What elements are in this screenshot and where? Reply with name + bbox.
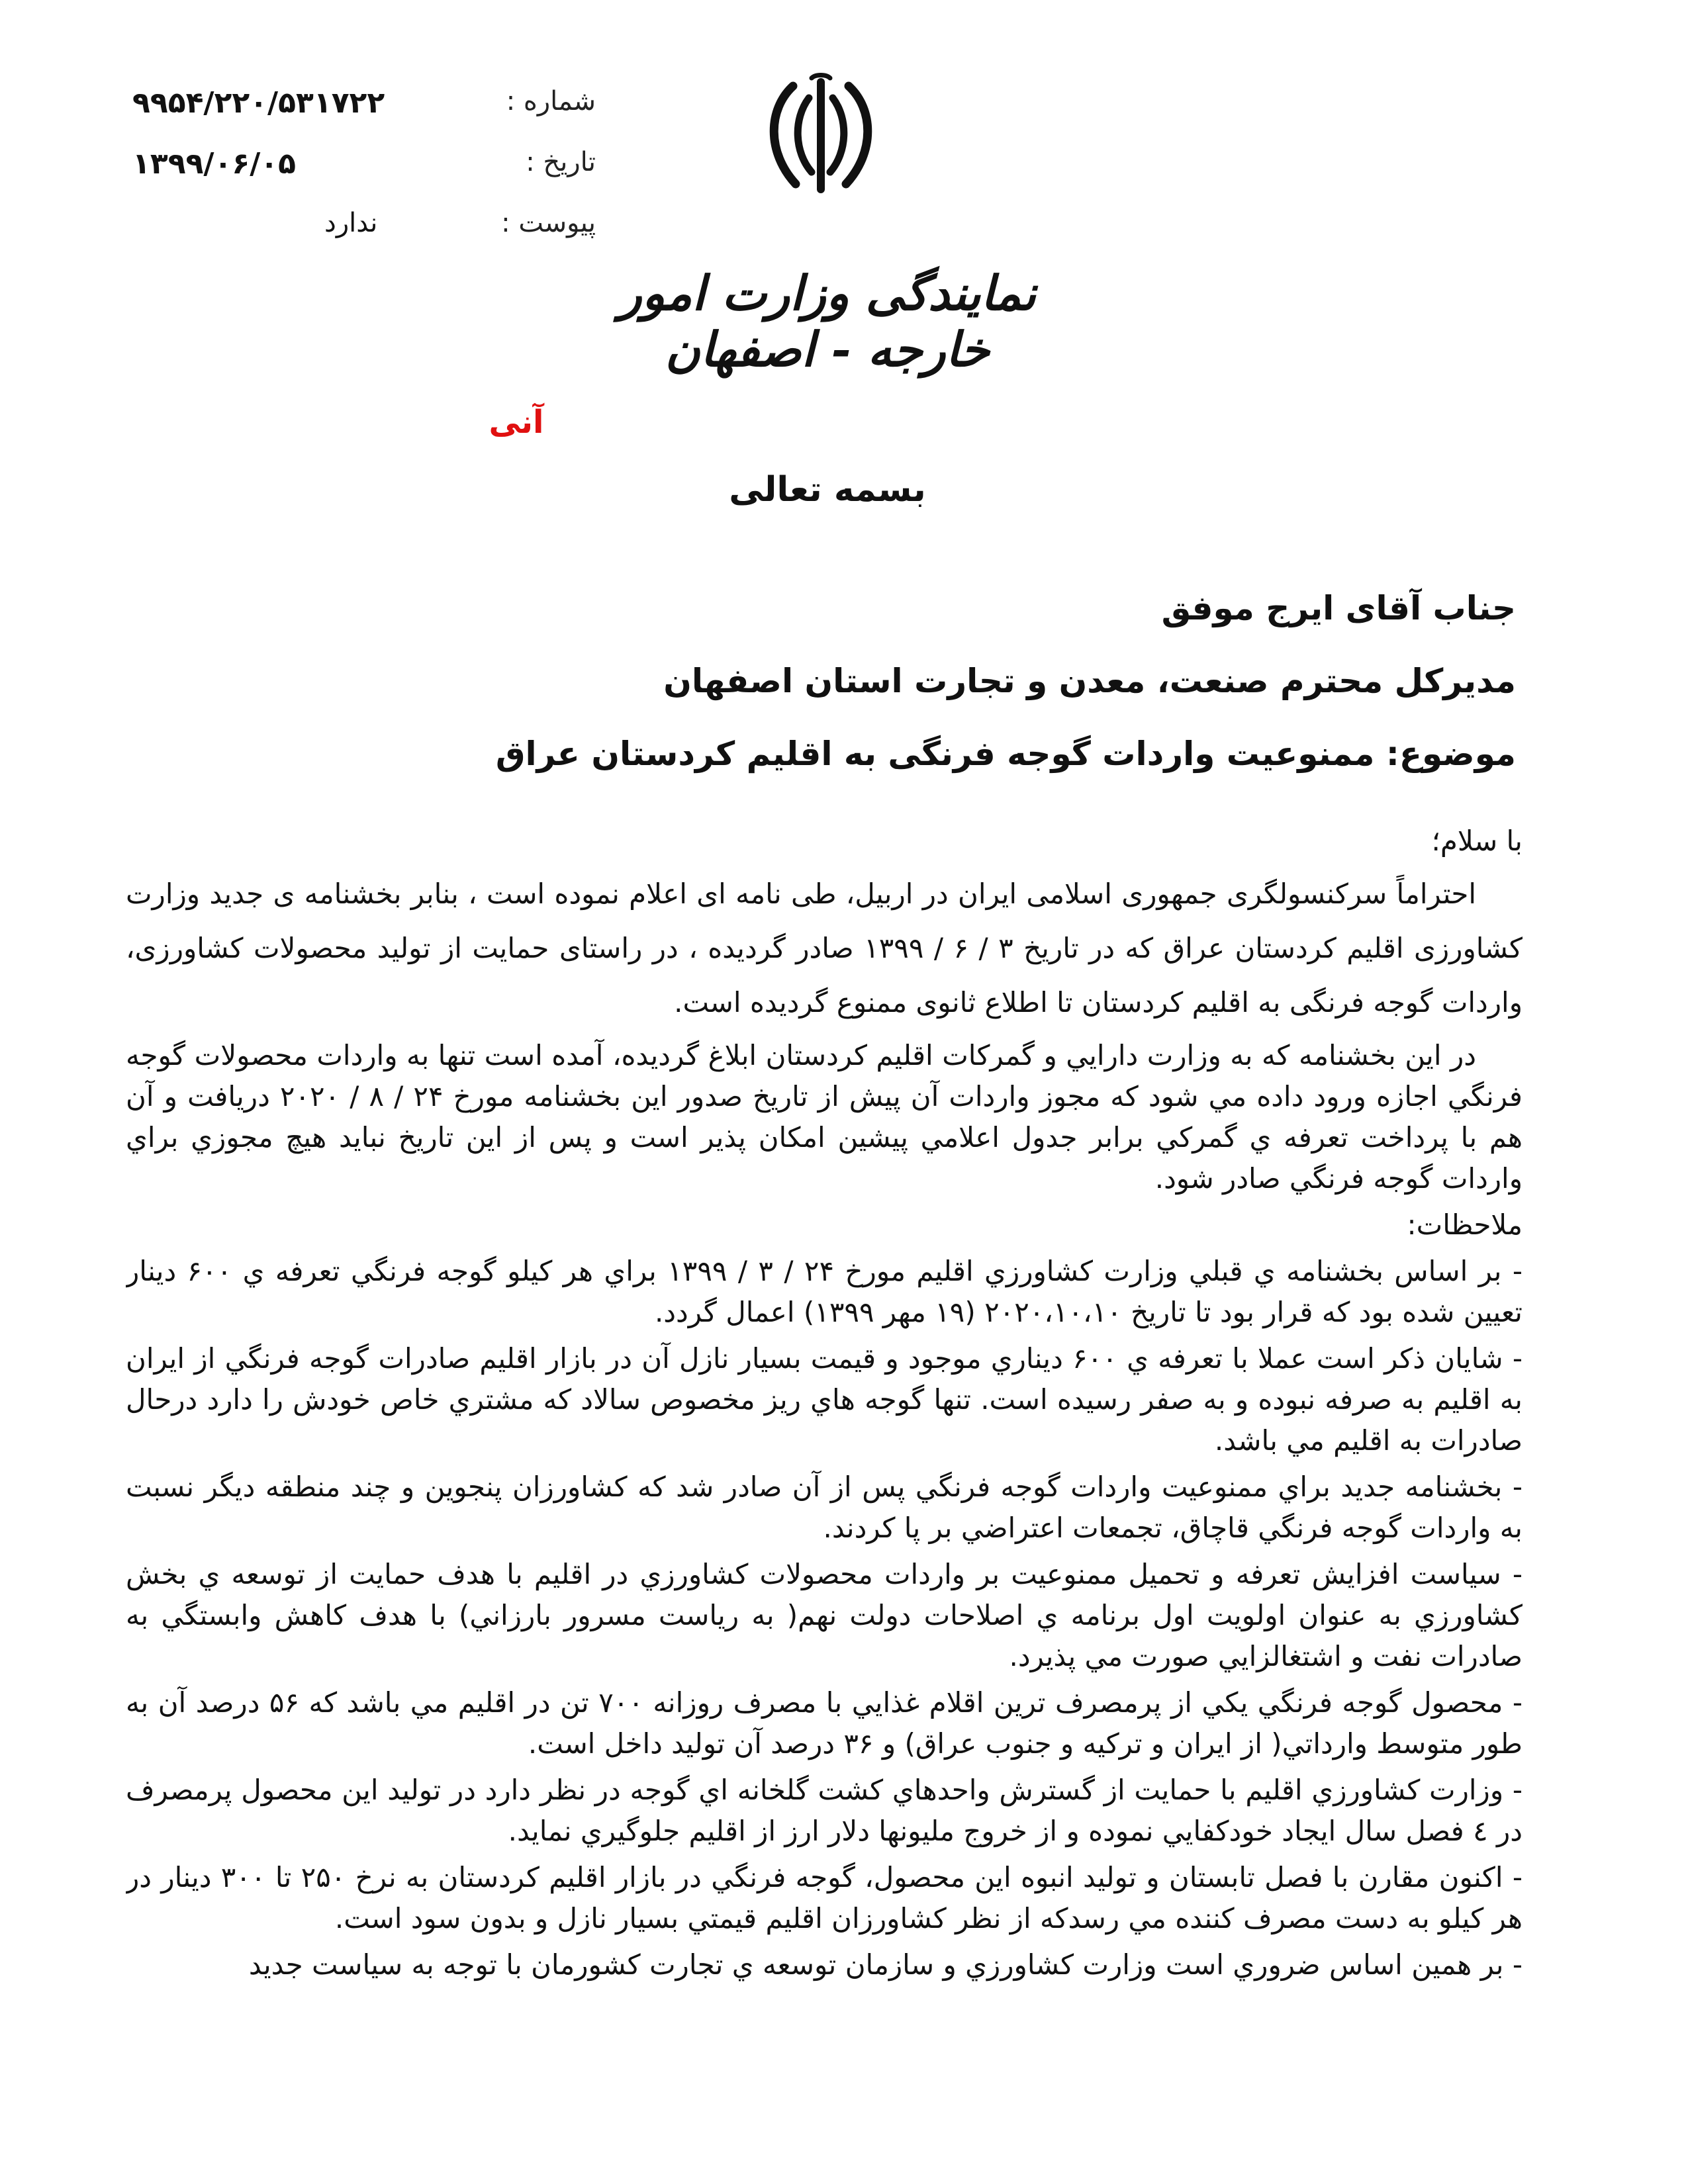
letter-number-row — [132, 86, 596, 147]
recipient-name: جناب آقای ایرج موفق — [1161, 589, 1516, 627]
bismillah-heading: بسمه تعالی — [729, 470, 926, 510]
note-item: - وزارت كشاورزي اقليم با حمايت از گسترش واحدهاي كشت گلخانه اي گوجه در نظر دارد در توليد اين محصول پرمصرف در ٤ فصل سال ايجاد خودكفايي نموده و از خروج مليونها دلار ارز از اقليم جلوگيري نمايد. — [126, 1774, 1523, 1847]
body-paragraph: در این بخشنامه که به وزارت دارايي و گمركات اقليم كردستان ابلاغ گرديده، آمده است تنها به واردات محصولات گوجه فرنگي اجازه ورود داده مي شود كه مجوز واردات آن پيش از تاريخ صدور اين بخشنامه مورخ ۲۴ / ۸ / ۲۰۲۰ دريافت و آن هم با پرداخت تعرفه ي گمركي برابر جدول اعلامي پيشين امكان پذير است و پس از اين تاريخ نبايد هيچ مجوزي براي واردات گوجه فرنگي صادر شود. — [126, 1039, 1523, 1195]
priority-label: آنی — [489, 404, 544, 441]
letter-date-row — [132, 147, 596, 208]
notes-heading: ملاحظات: — [1407, 1208, 1523, 1241]
letter-body — [126, 821, 1523, 2131]
recipient-position: مدیرکل محترم صنعت، معدن و تجارت استان اصفهان — [663, 662, 1516, 700]
letter-number-value: ۹۹۵۴/۲۲۰/۵۳۱۷۲۲ — [132, 86, 385, 120]
letter-attachment-row — [132, 208, 596, 269]
letter-attachment-value: ندارد — [324, 208, 378, 238]
letter-subject: موضوع: ممنوعیت واردات گوجه فرنگی به اقلیم کردستان عراق — [495, 735, 1516, 773]
note-item: - بر همين اساس ضروري است وزارت كشاورزي و سازمان توسعه ي تجارت كشورمان با توجه به سياست جديد — [248, 1948, 1523, 1981]
note-item: - محصول گوجه فرنگي يكي از پرمصرف ترين اقلام غذايي با مصرف روزانه ۷۰۰ تن در اقليم مي باشد كه ۵۶ درصد آن به طور متوسط وارداتي( از ايران و تركيه و جنوب عراق) و ۳۶ درصد آن توليد داخل است. — [126, 1686, 1523, 1760]
body-paragraph: احتراماً سرکنسولگری جمهوری اسلامی ایران در اربیل، طی نامه ای اعلام نموده است ، بنابر بخشنامه ی جدید وزارت کشاورزی اقلیم کردستان عراق که در تاریخ ۳ / ۶ / ۱۳۹۹ صادر گردیده ، در راستای حمایت از تولید محصولات کشاورزی، واردات گوجه فرنگی به اقلیم کردستان تا اطلاع ثانوی ممنوع گردیده است. — [126, 878, 1523, 1019]
organization-title: نمایندگی وزارت امور خارجه - اصفهان — [618, 265, 1037, 377]
letter-meta — [132, 86, 596, 269]
letter-date-label: تاریخ : — [526, 147, 596, 177]
letter-date-value: ۱۳۹۹/۰۶/۰۵ — [132, 147, 296, 181]
note-item: - بر اساس بخشنامه ي قبلي وزارت كشاورزي اقليم مورخ ۲۴ / ۳ / ۱۳۹۹ براي هر كيلو گوجه فرنگي تعرفه ي ۶۰۰ دينار تعيين شده بود كه قرار بود تا تاريخ ۲۰۲۰،۱۰،۱۰ (۱۹ مهر ۱۳۹۹) اعمال گردد. — [126, 1255, 1523, 1328]
note-item: - شايان ذكر است عملا با تعرفه ي ۶۰۰ ديناري موجود و قيمت بسيار نازل آن در بازار اقليم صادرات گوجه فرنگي از ايران به اقليم به صرفه نبوده و به صفر رسيده است. تنها گوجه هاي ريز مخصوص سالاد كه مشتري خاص خودش را دارد درحال صادرات به اقليم مي باشد. — [126, 1342, 1523, 1457]
note-item: - بخشنامه جديد براي ممنوعيت واردات گوجه فرنگي پس از آن صادر شد كه كشاورزان پنجوين و چند منطقه ديگر نسبت به واردات گوجه فرنگي قاچاق، تجمعات اعتراضي بر پا كردند. — [126, 1471, 1523, 1544]
letter-attachment-label: پیوست : — [501, 208, 596, 238]
note-item: - سياست افزايش تعرفه و تحميل ممنوعيت بر واردات محصولات كشاورزي در اقليم با هدف حمايت از توسعه ي بخش كشاورزي به عنوان اولويت اول برنامه ي اصلاحات دولت نهم( به رياست مسرور بارزاني) با هدف كاهش وابستگي به صادرات نفت و اشتغالزايي صورت مي پذيرد. — [126, 1558, 1523, 1672]
iran-emblem-icon — [755, 73, 887, 199]
greeting: با سلام؛ — [1431, 825, 1523, 857]
letter-number-label: شماره : — [506, 86, 596, 116]
note-item: - اكنون مقارن با فصل تابستان و توليد انبوه اين محصول، گوجه فرنگي در بازار اقليم كردستان به نرخ ۲۵۰ تا ۳۰۰ دينار در هر كيلو به دست مصرف كننده مي رسدكه از نظر كشاورزان اقليم قيمتي بسيار نازل و بدون سود است. — [126, 1861, 1523, 1934]
